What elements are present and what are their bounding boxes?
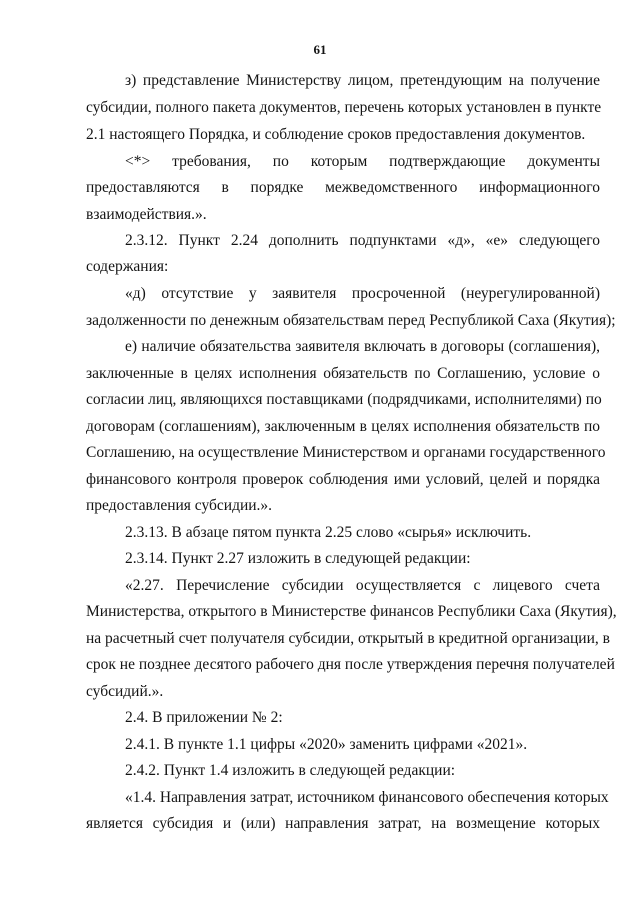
text-line: субсидий.». bbox=[86, 683, 164, 700]
text-line: з) представление Министерству лицом, претендующим на получение bbox=[125, 72, 600, 89]
text-line: 2.4. В приложении № 2: bbox=[125, 709, 283, 726]
text-line: 2.4.2. Пункт 1.4 изложить в следующей редакции: bbox=[125, 762, 456, 779]
text-line: <*> требования, по которым подтверждающие документы bbox=[125, 153, 600, 170]
text-line: на расчетный счет получателя субсидии, открытый в кредитной организации, в bbox=[86, 630, 610, 647]
text-line: субсидии, полного пакета документов, перечень которых установлен в пункте bbox=[86, 99, 602, 116]
text-line: 2.3.12. Пункт 2.24 дополнить подпунктами «д», «е» следующего bbox=[125, 232, 600, 249]
text-line: финансового контроля проверок соблюдения ими условий, целей и порядка bbox=[86, 471, 600, 488]
text-line: является субсидия и (или) направления затрат, на возмещение которых bbox=[86, 815, 600, 832]
text-line: 2.4.1. В пункте 1.1 цифры «2020» заменить цифрами «2021». bbox=[125, 736, 528, 753]
text-line: договорам (соглашениям), заключенным в целях исполнения обязательств по bbox=[86, 418, 600, 435]
text-line: Соглашению, на осуществление Министерством и органами государственного bbox=[86, 444, 606, 461]
text-line: содержания: bbox=[86, 258, 169, 275]
text-line: «д) отсутствие у заявителя просроченной (неурегулированной) bbox=[125, 285, 600, 302]
text-line: заключенные в целях исполнения обязательств по Соглашению, условие о bbox=[86, 365, 600, 382]
text-line: 2.3.14. Пункт 2.27 изложить в следующей редакции: bbox=[125, 550, 471, 567]
text-line: «1.4. Направления затрат, источником финансового обеспечения которых bbox=[125, 789, 609, 806]
page-number: 61 bbox=[313, 42, 327, 57]
text-line: «2.27. Перечисление субсидии осуществляется с лицевого счета bbox=[125, 577, 600, 594]
text-line: взаимодействия.». bbox=[86, 206, 207, 223]
text-line: предоставления субсидии.». bbox=[86, 497, 273, 514]
text-line: согласии лиц, являющихся поставщиками (подрядчиками, исполнителями) по bbox=[86, 391, 602, 408]
text-line: Министерства, открытого в Министерстве финансов Республики Саха (Якутия), bbox=[86, 603, 617, 620]
text-line: 2.1 настоящего Порядка, и соблюдение сроков предоставления документов. bbox=[86, 126, 586, 143]
text-line: срок не позднее десятого рабочего дня после утверждения перечня получателей bbox=[86, 656, 615, 673]
text-line: предоставляются в порядке межведомственного информационного bbox=[86, 179, 600, 196]
text-line: 2.3.13. В абзаце пятом пункта 2.25 слово «сырья» исключить. bbox=[125, 524, 532, 541]
text-line: е) наличие обязательства заявителя включать в договоры (соглашения), bbox=[125, 338, 600, 355]
text-line: задолженности по денежным обязательствам перед Республикой Саха (Якутия); bbox=[86, 312, 616, 329]
